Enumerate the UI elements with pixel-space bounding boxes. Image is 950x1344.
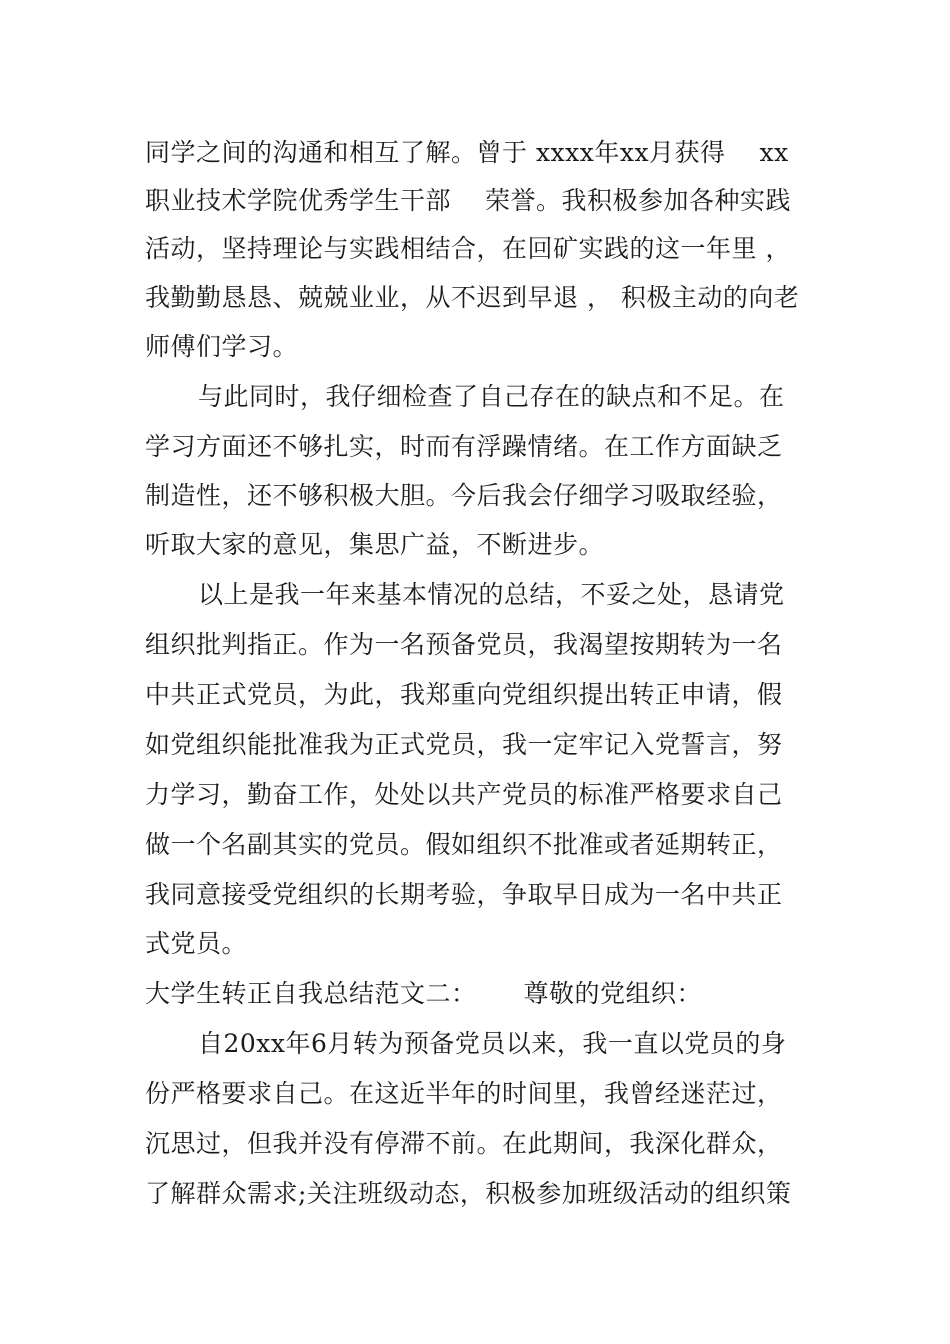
- text-line-9: 听取大家的意见，集思广益，不断进步。: [145, 530, 605, 559]
- text-line-16: 我同意接受党组织的长期考验，争取早日成为一名中共正: [145, 880, 783, 909]
- section-heading: 大学生转正自我总结范文二： 尊敬的党组织：: [145, 979, 702, 1008]
- text-line-12: 中共正式党员，为此，我郑重向党组织提出转正申请，假: [145, 680, 783, 709]
- text-line-5: 师傅们学习。: [145, 332, 299, 361]
- text-line-3: 活动，坚持理论与实践相结合，在回矿实践的这一年里 ，: [145, 234, 791, 263]
- text-line-14: 力学习，勤奋工作，处处以共产党员的标准严格要求自己: [145, 780, 783, 809]
- text-line-2: 职业技术学院优秀学生干部 荣誉。我积极参加各种实践: [145, 186, 791, 215]
- text-line-1: 同学之间的沟通和相互了解。曾于 xxxx年xx月获得 xx: [145, 138, 789, 167]
- text-line-19: 自20xx年6月转为预备党员以来，我一直以党员的身: [198, 1029, 787, 1058]
- text-line-8: 制造性，还不够积极大胆。今后我会仔细学习吸取经验，: [145, 481, 783, 510]
- text-line-22: 了解群众需求;关注班级动态，积极参加班级活动的组织策: [145, 1179, 792, 1208]
- text-line-10: 以上是我一年来基本情况的总结，不妥之处，恳请党: [198, 580, 785, 609]
- text-line-11: 组织批判指正。作为一名预备党员，我渴望按期转为一名: [145, 630, 783, 659]
- text-line-7: 学习方面还不够扎实，时而有浮躁情绪。在工作方面缺乏: [145, 432, 783, 461]
- text-line-13: 如党组织能批准我为正式党员，我一定牢记入党誓言，努: [145, 730, 783, 759]
- text-line-15: 做一个名副其实的党员。假如组织不批准或者延期转正，: [145, 830, 783, 859]
- text-line-20: 份严格要求自己。在这近半年的时间里，我曾经迷茫过，: [145, 1079, 783, 1108]
- text-line-17: 式党员。: [145, 929, 248, 958]
- text-line-21: 沉思过，但我并没有停滞不前。在此期间，我深化群众，: [145, 1129, 783, 1158]
- text-line-4: 我勤勤恳恳、兢兢业业，从不迟到早退 ， 积极主动的向老: [145, 283, 800, 312]
- text-line-6: 与此同时，我仔细检查了自己存在的缺点和不足。在: [198, 382, 785, 411]
